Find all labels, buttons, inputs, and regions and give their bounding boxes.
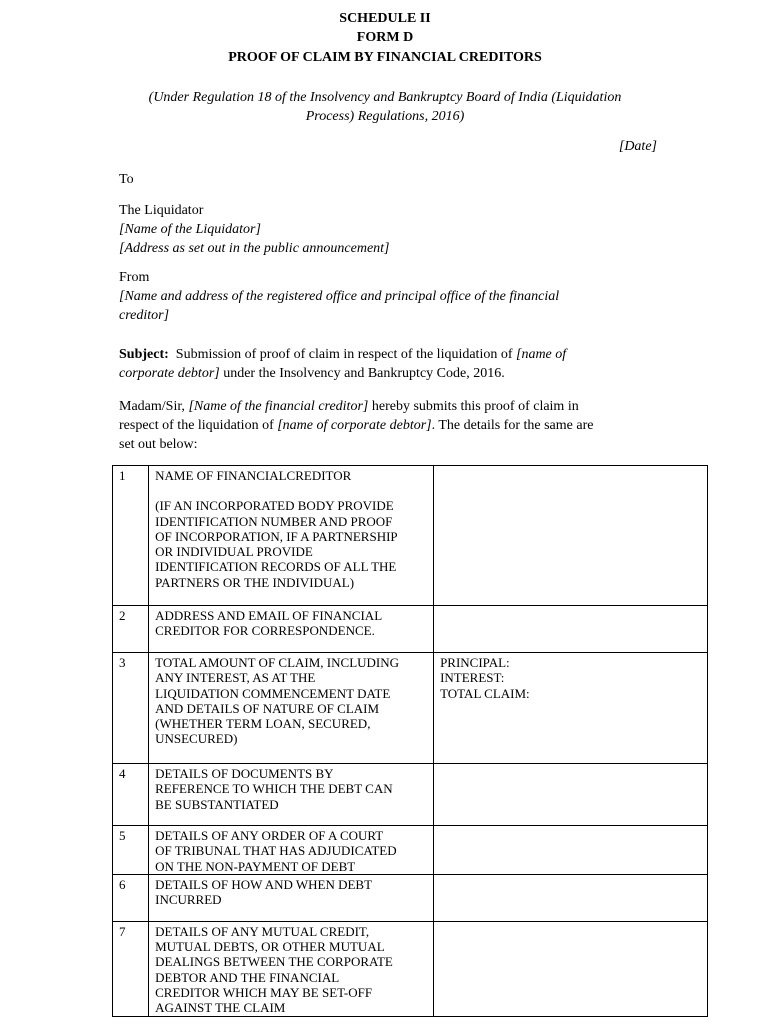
description-line: INCURRED: [155, 892, 222, 908]
row-value-field[interactable]: [434, 764, 708, 826]
subject-text: Submission of proof of claim in respect of the liquidation of: [175, 347, 513, 362]
description-line: NAME OF FINANCIALCREDITOR: [155, 468, 352, 483]
sender-block: [119, 268, 659, 325]
row-number: 1: [113, 466, 149, 606]
from-label: From: [119, 270, 150, 285]
subject-debtor: corporate debtor]: [119, 366, 220, 381]
form-title: PROOF OF CLAIM BY FINANCIAL CREDITORS: [228, 50, 542, 65]
description-line: AND DETAILS OF NATURE OF CLAIM: [155, 700, 380, 716]
sender-address-line: creditor]: [119, 308, 170, 323]
creditor-name-placeholder: [Name of the financial creditor]: [188, 399, 369, 414]
description-note-line: OF INCORPORATION, IF A PARTNERSHIP: [155, 528, 398, 544]
row-value-field[interactable]: [434, 653, 708, 764]
description-line: TOTAL AMOUNT OF CLAIM, INCLUDING: [155, 655, 400, 670]
description-line: BE SUBSTANTIATED: [155, 796, 279, 812]
row-number: 5: [113, 826, 149, 875]
description-line: DEBTOR AND THE FINANCIAL: [155, 969, 340, 985]
regulation-line: (Under Regulation 18 of the Insolvency and Bankruptcy Board of India (Liquidation: [148, 90, 622, 105]
description-line: (WHETHER TERM LOAN, SECURED,: [155, 716, 371, 732]
description-line: REFERENCE TO WHICH THE DEBT CAN: [155, 781, 393, 797]
row-description: [149, 764, 434, 826]
row-number: 4: [113, 764, 149, 826]
description-note-line: PARTNERS OR THE INDIVIDUAL): [155, 574, 355, 590]
regulation-line: Process) Regulations, 2016): [305, 109, 465, 124]
to-label: To: [119, 172, 134, 187]
salutation-text: hereby submits this proof of claim in: [371, 399, 579, 414]
form-heading: FORM D: [356, 30, 414, 45]
liquidator-address: [Address as set out in the public announcement]: [119, 241, 390, 256]
row-number: 7: [113, 921, 149, 1016]
row-description: [149, 826, 434, 875]
row-value-field[interactable]: [434, 874, 708, 921]
description-note-line: IDENTIFICATION RECORDS OF ALL THE: [155, 559, 397, 575]
subject-label: Subject:: [119, 347, 169, 362]
row-description: [149, 466, 434, 606]
table-row: [113, 466, 708, 606]
description-line: DETAILS OF ANY MUTUAL CREDIT,: [155, 923, 370, 939]
schedule-heading: SCHEDULE II: [339, 11, 431, 26]
salutation-text: respect of the liquidation of: [119, 418, 274, 433]
table-row: [113, 606, 708, 653]
salutation-text: set out below:: [119, 437, 198, 452]
row-number: 2: [113, 606, 149, 653]
description-line: MUTUAL DEBTS, OR OTHER MUTUAL: [155, 939, 385, 955]
description-line: DETAILS OF HOW AND WHEN DEBT: [155, 876, 373, 892]
salutation-block: [119, 397, 659, 454]
table-row: [113, 921, 708, 1016]
table-row: [113, 826, 708, 875]
debtor-name-placeholder: [name of corporate debtor]: [277, 418, 432, 433]
row-description: [149, 874, 434, 921]
description-line: DEALINGS BETWEEN THE CORPORATE: [155, 954, 393, 970]
subject-text: under the Insolvency and Bankruptcy Code, 2016.: [223, 366, 505, 381]
description-line: ANY INTEREST, AS AT THE: [155, 670, 316, 686]
description-line: ON THE NON-PAYMENT OF DEBT: [155, 858, 356, 874]
value-label: INTEREST:: [440, 670, 505, 686]
description-line: ADDRESS AND EMAIL OF FINANCIAL: [155, 608, 383, 623]
row-number: 6: [113, 874, 149, 921]
row-description: [149, 921, 434, 1016]
row-value-field[interactable]: [434, 921, 708, 1016]
description-line: CREDITOR FOR CORRESPONDENCE.: [155, 623, 375, 639]
table-row: [113, 874, 708, 921]
description-line: LIQUIDATION COMMENCEMENT DATE: [155, 685, 391, 701]
subject-block: [119, 345, 659, 383]
claim-details-table: [112, 465, 708, 1017]
row-description: [149, 653, 434, 764]
recipient-block: [119, 201, 659, 258]
table-row: [113, 764, 708, 826]
row-value-field[interactable]: [434, 826, 708, 875]
recipient-title: The Liquidator: [119, 203, 204, 218]
description-note-line: (IF AN INCORPORATED BODY PROVIDE: [155, 498, 394, 514]
value-label: PRINCIPAL:: [440, 655, 510, 670]
description-note-line: OR INDIVIDUAL PROVIDE: [155, 544, 313, 560]
description-line: CREDITOR WHICH MAY BE SET-OFF: [155, 985, 373, 1001]
salutation-start: Madam/Sir,: [119, 399, 185, 414]
description-note-line: IDENTIFICATION NUMBER AND PROOF: [155, 513, 393, 529]
table-row: [113, 653, 708, 764]
row-description: [149, 606, 434, 653]
subject-debtor: [name of: [516, 347, 567, 362]
description-line: UNSECURED): [155, 731, 238, 747]
salutation-text: . The details for the same are: [431, 418, 594, 433]
regulation-note: [110, 88, 660, 126]
row-value-field[interactable]: [434, 606, 708, 653]
description-line: AGAINST THE CLAIM: [155, 1000, 286, 1016]
row-number: 3: [113, 653, 149, 764]
sender-address-line: [Name and address of the registered office and principal office of the financial: [119, 289, 560, 304]
description-line: OF TRIBUNAL THAT HAS ADJUDICATED: [155, 843, 397, 859]
date-placeholder: [Date]: [618, 139, 657, 154]
description-line: DETAILS OF DOCUMENTS BY: [155, 766, 334, 781]
description-line: DETAILS OF ANY ORDER OF A COURT: [155, 828, 384, 843]
liquidator-name: [Name of the Liquidator]: [119, 222, 261, 237]
row-value-field[interactable]: [434, 466, 708, 606]
value-label: TOTAL CLAIM:: [440, 685, 530, 701]
